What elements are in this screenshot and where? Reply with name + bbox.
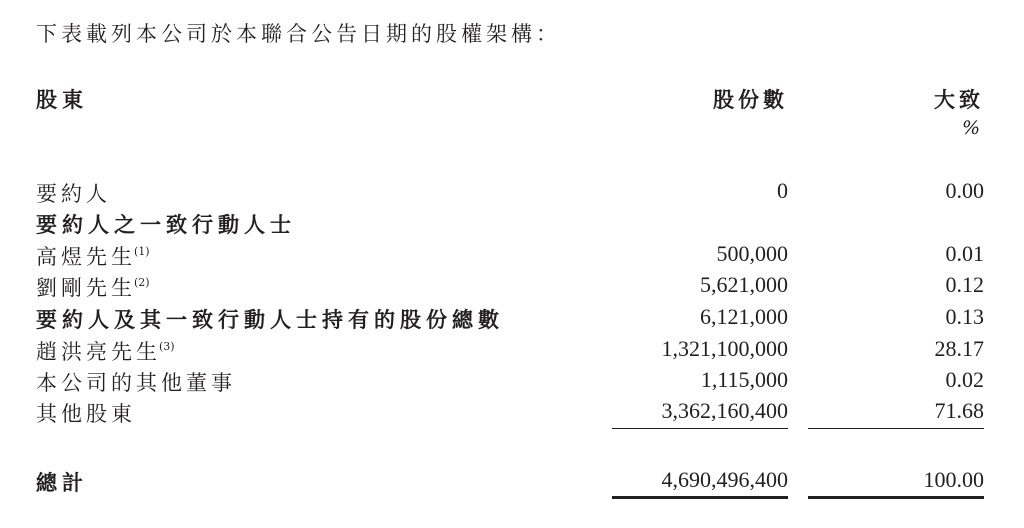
share-percentage: 0.12 [945,272,984,297]
share-count: 3,362,160,400 [661,398,788,423]
shareholder-subtotal-label: 要約人及其一致行動人士持有的股份總數 [36,307,504,332]
percentage-total-rule [808,496,984,499]
column-header-number-of-shares: 股份數 [713,87,788,112]
table-row [0,272,1024,304]
table-row [0,241,1024,273]
total-share-count: 4,690,496,400 [661,467,788,492]
column-header-approx-percentage: 大致 [934,87,984,112]
table-row [0,209,1024,241]
table-row [0,336,1024,368]
share-percentage: 28.17 [934,336,984,361]
table-row [0,178,1024,210]
shareholder-name: 劉剛先生$^{(2)}$ [36,276,150,300]
share-count: 1,321,100,000 [661,336,788,361]
share-percentage: 71.68 [934,398,984,423]
total-percentage: 100.00 [923,467,984,492]
table-row [0,367,1024,399]
column-header-percent-unit: % [961,117,980,139]
shareholder-group-heading: 要約人之一致行動人士 [36,212,296,237]
share-count: 5,621,000 [700,272,788,297]
share-percentage: 0.13 [945,304,984,329]
shares-subtotal-rule [612,428,788,429]
share-count: 500,000 [716,241,788,266]
percentage-subtotal-rule [808,428,984,429]
shareholder-name: 本公司的其他董事 [36,371,236,395]
total-label: 總計 [36,470,88,495]
share-percentage: 0.01 [945,241,984,266]
footnote-marker: (2) [134,276,150,289]
shareholder-name: 高煜先生$^{(1)}$ [36,245,150,269]
share-percentage: 0.02 [945,367,984,392]
footnote-marker: (1) [134,245,150,258]
shareholder-name: 其他股東 [36,402,136,426]
footnote-marker: (3) [159,340,175,353]
table-row [0,304,1024,336]
share-count: 0 [777,178,788,203]
column-header-shareholder: 股東 [36,87,88,112]
shares-total-rule [612,496,788,499]
table-total-row [0,467,1024,499]
share-count: 1,115,000 [700,367,788,392]
shareholder-name: 要約人 [36,182,111,206]
intro-text: 下表載列本公司於本聯合公告日期的股權架構： [36,22,561,46]
share-percentage: 0.00 [945,178,984,203]
table-row [0,398,1024,430]
share-count: 6,121,000 [700,304,788,329]
shareholder-name: 趙洪亮先生$^{(3)}$ [36,340,175,364]
